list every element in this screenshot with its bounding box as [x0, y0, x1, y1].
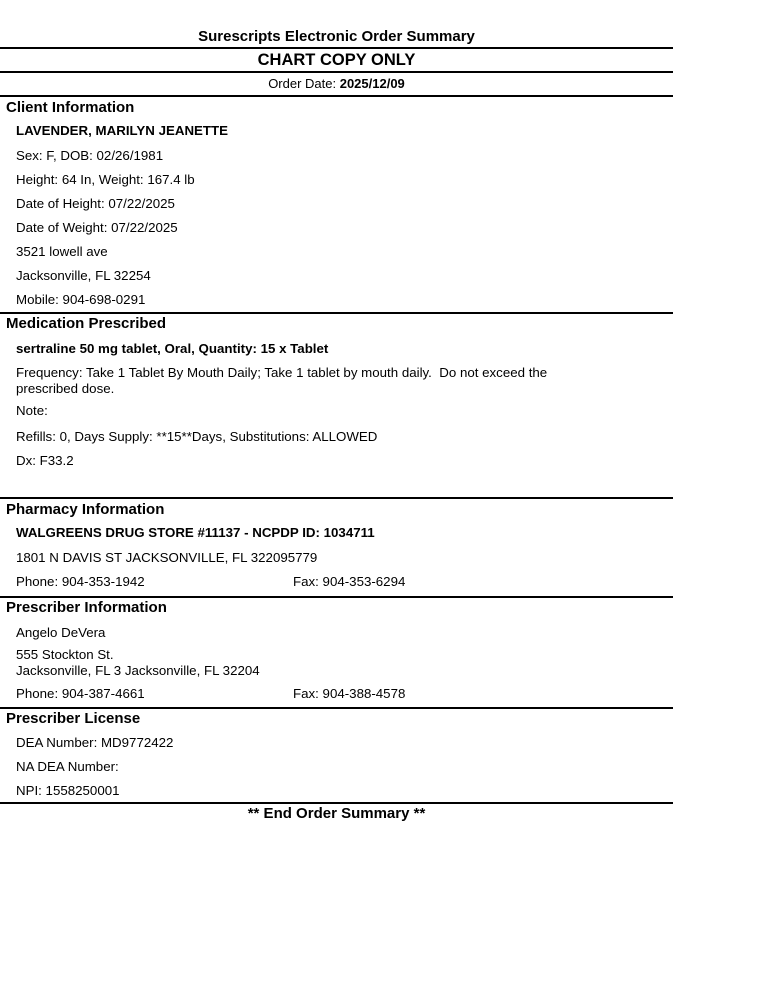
divider: [0, 802, 673, 804]
pharmacy-phone: Phone: 904-353-1942: [16, 574, 145, 589]
prescriber-address-line2: Jacksonville, FL 3 Jacksonville, FL 32204: [16, 663, 260, 678]
divider: [0, 497, 673, 499]
client-height-weight: Height: 64 In, Weight: 167.4 lb: [16, 172, 195, 187]
client-name: LAVENDER, MARILYN JEANETTE: [16, 123, 229, 138]
chart-copy-banner: CHART COPY ONLY: [257, 51, 416, 69]
license-na-dea-number: NA DEA Number:: [16, 759, 119, 774]
prescriber-information-heading: Prescriber Information: [6, 599, 167, 616]
end-order-summary-marker: ** End Order Summary **: [247, 805, 426, 822]
client-date-of-weight: Date of Weight: 07/22/2025: [16, 220, 178, 235]
medication-note: Note:: [16, 403, 48, 418]
medication-drug: sertraline 50 mg tablet, Oral, Quantity: 15 x Tablet: [16, 341, 329, 356]
license-dea-number: DEA Number: MD9772422: [16, 735, 174, 750]
divider: [0, 596, 673, 598]
pharmacy-address: 1801 N DAVIS ST JACKSONVILLE, FL 322095779: [16, 550, 318, 565]
prescriber-license-heading: Prescriber License: [6, 710, 141, 727]
divider: [0, 95, 673, 97]
prescriber-fax: Fax: 904-388-4578: [293, 686, 406, 701]
prescriber-name: Angelo DeVera: [16, 625, 106, 640]
pharmacy-fax: Fax: 904-353-6294: [293, 574, 406, 589]
page-title: Surescripts Electronic Order Summary: [198, 28, 475, 45]
client-information-heading: Client Information: [6, 99, 135, 116]
medication-refills: Refills: 0, Days Supply: **15**Days, Substitutions: ALLOWED: [16, 429, 378, 444]
prescriber-address-line1: 555 Stockton St.: [16, 647, 114, 662]
order-date-label: Order Date:: [268, 76, 340, 91]
prescriber-phone: Phone: 904-387-4661: [16, 686, 145, 701]
client-mobile: Mobile: 904-698-0291: [16, 292, 146, 307]
divider: [0, 312, 673, 314]
medication-prescribed-heading: Medication Prescribed: [6, 315, 167, 332]
license-npi: NPI: 1558250001: [16, 783, 120, 798]
medication-dx: Dx: F33.2: [16, 453, 74, 468]
divider: [0, 47, 673, 49]
pharmacy-name: WALGREENS DRUG STORE #11137 - NCPDP ID: 1034711: [16, 525, 375, 540]
divider: [0, 71, 673, 73]
order-date: [0, 76, 673, 92]
client-address-line1: 3521 lowell ave: [16, 244, 108, 259]
client-date-of-height: Date of Height: 07/22/2025: [16, 196, 175, 211]
client-address-line2: Jacksonville, FL 32254: [16, 268, 151, 283]
order-date-value: 2025/12/09: [339, 76, 405, 91]
client-sex-dob: Sex: F, DOB: 02/26/1981: [16, 148, 164, 163]
divider: [0, 707, 673, 709]
pharmacy-information-heading: Pharmacy Information: [6, 501, 165, 518]
medication-frequency: Frequency: Take 1 Tablet By Mouth Daily; Take 1 tablet by mouth daily. Do not exceed the prescribed dose.: [16, 365, 551, 396]
